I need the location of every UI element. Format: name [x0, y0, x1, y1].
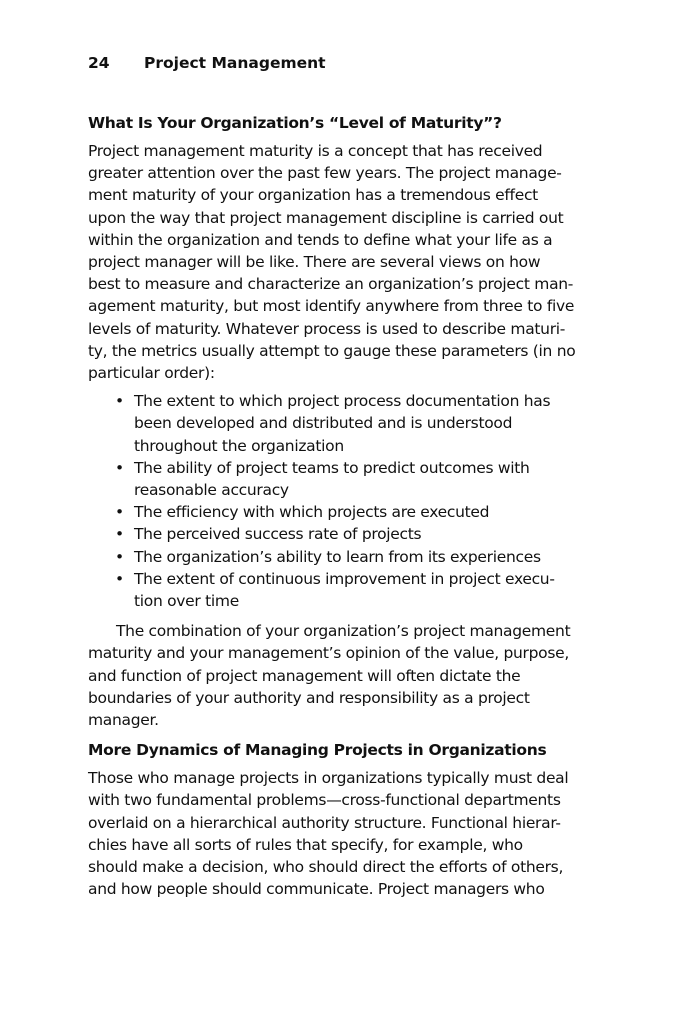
text-line: The extent to which project process documentation has [134, 392, 551, 411]
page-number: 24 [88, 54, 110, 72]
running-title: Project Management [144, 54, 326, 72]
text-line: manager. [88, 711, 159, 730]
text-line: within the organization and tends to define what your life as a [88, 230, 553, 249]
list-item [114, 390, 600, 457]
bullet-icon: • [115, 569, 124, 588]
bullet-icon: • [115, 392, 124, 411]
text-line: best to measure and characterize an organization’s project man- [88, 275, 574, 294]
text-line: reasonable accuracy [134, 481, 289, 500]
text-line: The perceived success rate of projects [134, 525, 422, 544]
list-item [114, 568, 600, 612]
bullet-icon: • [115, 458, 124, 477]
intro-paragraph [88, 140, 600, 384]
text-line: boundaries of your authority and responsibility as a project [88, 688, 530, 707]
text-line: overlaid on a hierarchical authority structure. Functional hierar- [88, 813, 561, 832]
closing-paragraph [88, 620, 600, 731]
text-line: levels of maturity. Whatever process is used to describe maturi- [88, 319, 566, 338]
text-line: ment maturity of your organization has a tremendous effect [88, 186, 538, 205]
text-line: and how people should communicate. Project managers who [88, 880, 545, 899]
text-line: Project management maturity is a concept that has received [88, 142, 543, 160]
maturity-parameters-list [88, 390, 600, 612]
bullet-icon: • [115, 503, 124, 522]
text-line: The efficiency with which projects are executed [134, 503, 490, 522]
list-item [114, 546, 600, 568]
text-line: ty, the metrics usually attempt to gauge these parameters (in no [88, 341, 576, 360]
text-line: and function of project management will often dictate the [88, 666, 521, 685]
text-line: chies have all sorts of rules that specify, for example, who [88, 835, 523, 854]
section-heading-maturity: What Is Your Organization’s “Level of Maturity”? [88, 114, 502, 132]
dynamics-paragraph [88, 767, 600, 900]
bullet-icon: • [115, 525, 124, 544]
running-header [88, 54, 326, 72]
text-line: with two fundamental problems—cross-functional departments [88, 791, 561, 810]
page-body [88, 112, 600, 901]
text-line: project manager will be like. There are several views on how [88, 253, 541, 272]
text-line: Those who manage projects in organizations typically must deal [88, 769, 569, 788]
text-line: The combination of your organization’s project management [116, 622, 571, 641]
text-line: particular order): [88, 364, 215, 383]
bullet-icon: • [115, 547, 124, 566]
text-line: upon the way that project management discipline is carried out [88, 208, 564, 227]
section-heading-dynamics: More Dynamics of Managing Projects in Organizations [88, 741, 547, 760]
text-line: greater attention over the past few years. The project manage- [88, 164, 562, 183]
list-item [114, 523, 600, 545]
list-item [114, 501, 600, 523]
text-line: The organization’s ability to learn from its experiences [134, 547, 541, 566]
text-line: The extent of continuous improvement in project execu- [134, 569, 555, 588]
text-line: tion over time [134, 592, 239, 611]
text-line: maturity and your management’s opinion of the value, purpose, [88, 644, 569, 663]
text-line: should make a decision, who should direct the efforts of others, [88, 858, 564, 877]
text-line: The ability of project teams to predict outcomes with [134, 458, 530, 477]
text-line: been developed and distributed and is understood [134, 414, 513, 433]
list-item [114, 457, 600, 501]
text-line: agement maturity, but most identify anywhere from three to five [88, 297, 575, 316]
text-line: throughout the organization [134, 436, 344, 455]
